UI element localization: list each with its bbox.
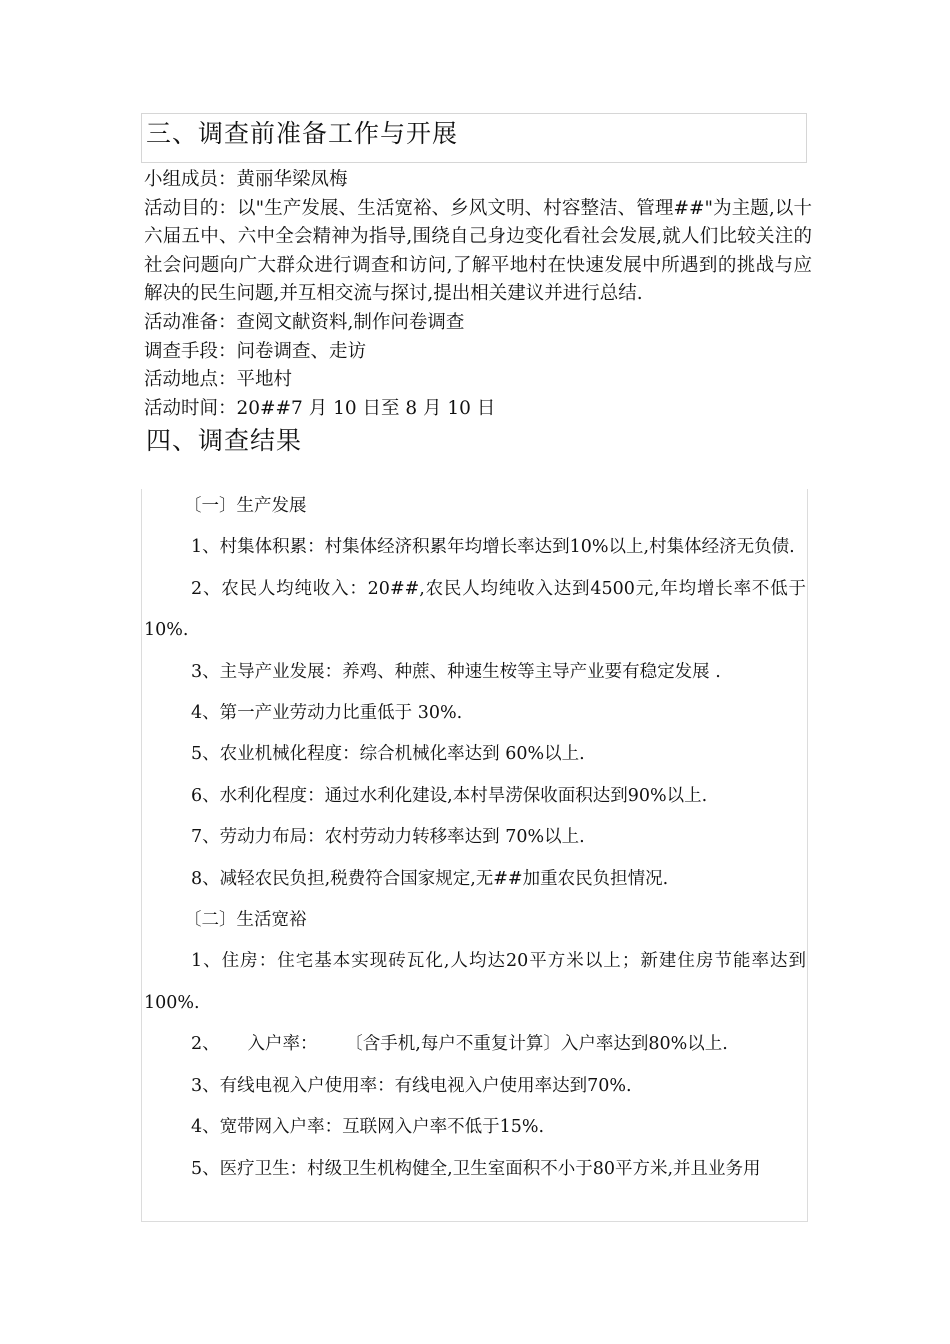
survey-method: 调查手段：问卷调查、走访	[144, 340, 367, 362]
activity-info	[144, 166, 812, 423]
activity-time: 活动时间：20##7 月 10 日至 8 月 10 日	[144, 397, 496, 419]
survey-results	[144, 486, 806, 1220]
living-item: 5、医疗卫生：村级卫生机构健全,卫生室面积不小于80平方米,并且业务用	[191, 1158, 761, 1179]
living-item: 2、 入户率： 〔含手机,每户不重复计算〕入户率达到80%以上.	[191, 1034, 728, 1055]
living-item: 4、宽带网入户率：互联网入户率不低于15%.	[191, 1117, 545, 1138]
production-item: 4、第一产业劳动力比重低于 30%.	[191, 703, 463, 724]
production-item: 7、劳动力布局：农村劳动力转移率达到 70%以上.	[191, 827, 585, 848]
activity-preparation: 活动准备：查阅文献资料,制作问卷调查	[144, 311, 465, 333]
production-heading: 〔一〕生产发展	[184, 496, 307, 516]
living-heading: 〔二〕生活宽裕	[184, 910, 307, 931]
living-item: 1、住房：住宅基本实现砖瓦化,人均达20平方米以上；新建住房节能率达到100%.	[144, 951, 806, 1013]
section-3-title: 三、调查前准备工作与开展	[146, 119, 459, 148]
section-4-title: 四、调查结果	[146, 426, 303, 455]
production-item: 3、主导产业发展：养鸡、种蔗、种速生桉等主导产业要有稳定发展 .	[191, 661, 721, 682]
production-item: 1、村集体积累：村集体经济积累年均增长率达到10%以上,村集体经济无负债.	[191, 537, 795, 558]
production-item: 6、水利化程度：通过水利化建设,本村旱涝保收面积达到90%以上.	[191, 785, 708, 806]
activity-purpose: 活动目的：以"生产发展、生活宽裕、乡风文明、村容整洁、管理##"为主题,以十六届五中、六中全会精神为指导,围绕自己身边变化看社会发展,就人们比较关注的社会问题向广大群众进行调查和访问,了解平地村在快速发展中所遇到的挑战与应解决的民生问题,并互相交流与探讨,提出相关建议并进行总结.	[144, 197, 812, 305]
production-item: 2、农民人均纯收入：20##,农民人均纯收入达到4500元,年均增长率不低于10%.	[144, 578, 806, 641]
production-item: 5、农业机械化程度：综合机械化率达到 60%以上.	[191, 744, 585, 765]
group-members: 小组成员：黄丽华梁凤梅	[144, 169, 348, 190]
living-item: 3、有线电视入户使用率：有线电视入户使用率达到70%.	[191, 1075, 632, 1096]
activity-location: 活动地点：平地村	[144, 369, 293, 391]
production-item: 8、减轻农民负担,税费符合国家规定,无##加重农民负担情况.	[191, 868, 669, 889]
